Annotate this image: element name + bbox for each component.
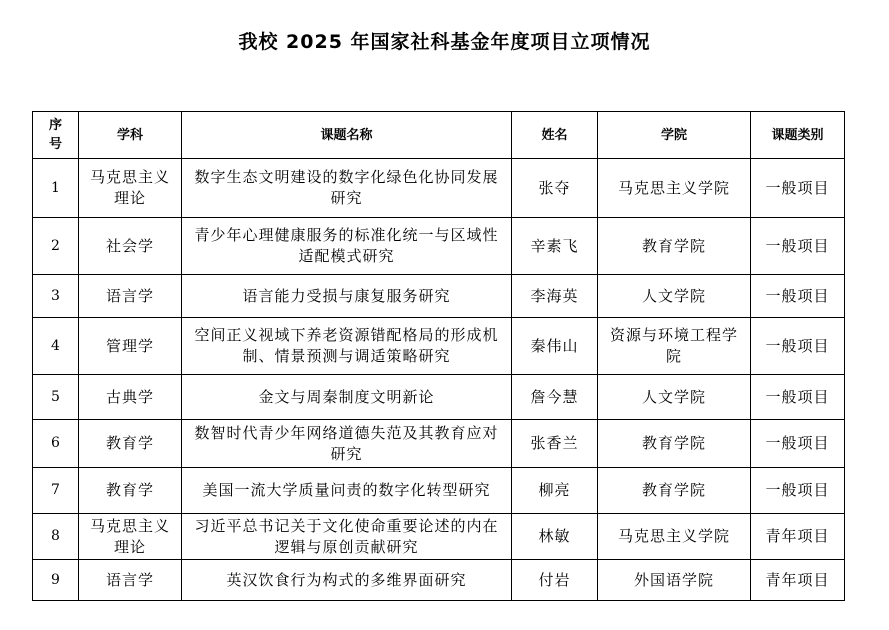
header-subject: 学科	[79, 112, 182, 159]
table-row	[33, 560, 845, 601]
cell-subject: 马克思主义理论	[79, 159, 182, 218]
cell-category: 一般项目	[751, 468, 845, 514]
cell-topic: 英汉饮食行为构式的多维界面研究	[182, 560, 512, 601]
cell-no: 6	[33, 420, 79, 468]
cell-no: 9	[33, 560, 79, 601]
cell-name: 张夺	[512, 159, 598, 218]
cell-name: 李海英	[512, 275, 598, 318]
cell-category: 一般项目	[751, 159, 845, 218]
table-header-row	[33, 112, 845, 159]
cell-no: 3	[33, 275, 79, 318]
cell-college: 外国语学院	[598, 560, 751, 601]
cell-category: 一般项目	[751, 420, 845, 468]
cell-topic: 空间正义视域下养老资源错配格局的形成机制、情景预测与调适策略研究	[182, 318, 512, 375]
cell-college: 教育学院	[598, 468, 751, 514]
table-row	[33, 420, 845, 468]
cell-topic: 美国一流大学质量问责的数字化转型研究	[182, 468, 512, 514]
cell-subject: 古典学	[79, 375, 182, 420]
cell-no: 1	[33, 159, 79, 218]
cell-no: 8	[33, 514, 79, 560]
project-table	[32, 111, 845, 601]
cell-college: 教育学院	[598, 218, 751, 275]
cell-name: 詹今慧	[512, 375, 598, 420]
cell-subject: 教育学	[79, 468, 182, 514]
cell-category: 一般项目	[751, 375, 845, 420]
cell-category: 一般项目	[751, 275, 845, 318]
cell-college: 人文学院	[598, 275, 751, 318]
cell-topic: 数字生态文明建设的数字化绿色化协同发展研究	[182, 159, 512, 218]
cell-subject: 管理学	[79, 318, 182, 375]
cell-no: 5	[33, 375, 79, 420]
cell-college: 教育学院	[598, 420, 751, 468]
cell-no: 4	[33, 318, 79, 375]
header-name: 姓名	[512, 112, 598, 159]
table-row	[33, 514, 845, 560]
cell-subject: 语言学	[79, 560, 182, 601]
cell-college: 马克思主义学院	[598, 159, 751, 218]
cell-subject: 语言学	[79, 275, 182, 318]
page-title: 我校 2025 年国家社科基金年度项目立项情况	[238, 31, 651, 53]
cell-no: 2	[33, 218, 79, 275]
cell-college: 资源与环境工程学院	[598, 318, 751, 375]
header-college: 学院	[598, 112, 751, 159]
cell-name: 付岩	[512, 560, 598, 601]
cell-category: 一般项目	[751, 318, 845, 375]
cell-name: 辛素飞	[512, 218, 598, 275]
table-row	[33, 159, 845, 218]
header-topic: 课题名称	[182, 112, 512, 159]
cell-topic: 数智时代青少年网络道德失范及其教育应对研究	[182, 420, 512, 468]
table-row	[33, 468, 845, 514]
cell-no: 7	[33, 468, 79, 514]
cell-college: 人文学院	[598, 375, 751, 420]
cell-subject: 社会学	[79, 218, 182, 275]
cell-topic: 金文与周秦制度文明新论	[182, 375, 512, 420]
cell-subject: 马克思主义理论	[79, 514, 182, 560]
cell-name: 张香兰	[512, 420, 598, 468]
cell-category: 一般项目	[751, 218, 845, 275]
cell-category: 青年项目	[751, 514, 845, 560]
header-category: 课题类别	[751, 112, 845, 159]
table-row	[33, 218, 845, 275]
cell-name: 柳亮	[512, 468, 598, 514]
cell-name: 秦伟山	[512, 318, 598, 375]
cell-subject: 教育学	[79, 420, 182, 468]
cell-topic: 语言能力受损与康复服务研究	[182, 275, 512, 318]
table-row	[33, 275, 845, 318]
cell-topic: 习近平总书记关于文化使命重要论述的内在逻辑与原创贡献研究	[182, 514, 512, 560]
table-row	[33, 375, 845, 420]
table-row	[33, 318, 845, 375]
cell-category: 青年项目	[751, 560, 845, 601]
header-no: 序号	[33, 112, 79, 159]
cell-college: 马克思主义学院	[598, 514, 751, 560]
cell-topic: 青少年心理健康服务的标准化统一与区域性适配模式研究	[182, 218, 512, 275]
cell-name: 林敏	[512, 514, 598, 560]
